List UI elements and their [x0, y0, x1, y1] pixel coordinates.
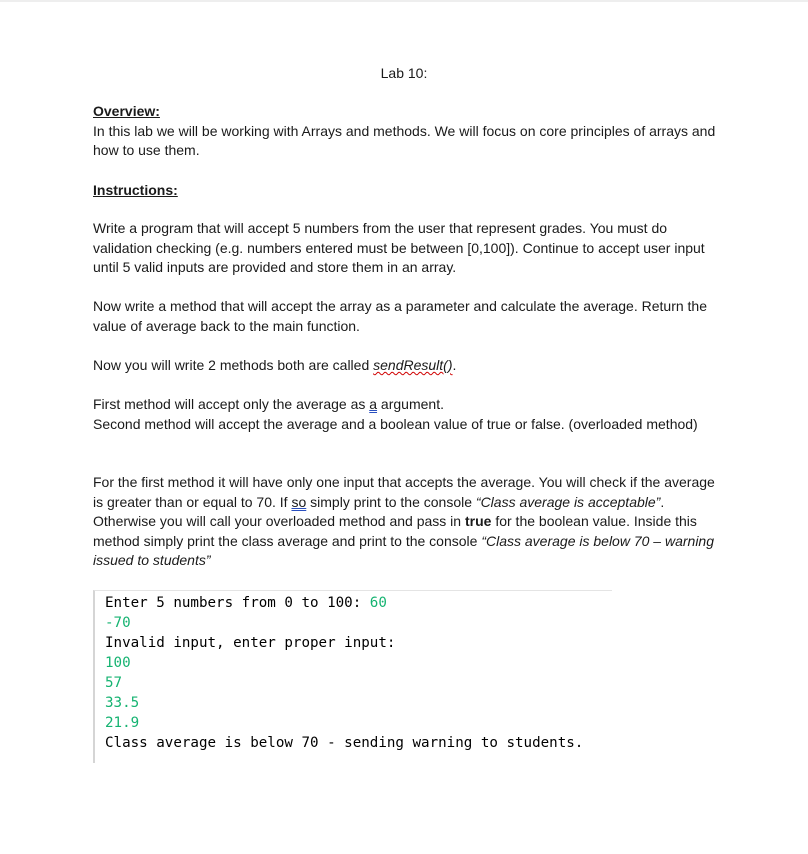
- instructions-paragraph-5: [93, 473, 723, 571]
- p5-part4: for the boolean value. Inside this method simply print the class average and print to the console: [93, 513, 697, 549]
- console-invalid-message: Invalid input, enter proper input:: [105, 635, 396, 651]
- instructions-heading-block: [93, 181, 723, 201]
- console-line: [105, 593, 583, 613]
- p5-true-keyword: true: [464, 513, 492, 530]
- p4-before: First method will accept only the average as: [93, 396, 370, 412]
- instructions-p4-line2: Second method will accept the average and a boolean value of true or false. (overloaded method): [93, 415, 698, 432]
- p5-part2: simply print to the console: [306, 493, 476, 510]
- overview-section: [93, 102, 723, 161]
- instructions-paragraph-3: [93, 356, 723, 376]
- instructions-heading: Instructions:: [93, 182, 178, 198]
- instructions-paragraph-2: [93, 297, 723, 336]
- p5-so-word: so: [291, 493, 307, 510]
- p5-quote-acceptable: “Class average is acceptable”: [475, 493, 661, 510]
- console-lines: [105, 593, 583, 753]
- p4-after: argument.: [377, 396, 444, 412]
- send-result-method-name: sendResult(): [373, 357, 453, 373]
- console-user-input: 100: [105, 655, 131, 671]
- p5-part3: . Otherwise you will call your overloaded method and pass in: [93, 493, 665, 530]
- p4-a-word: a: [369, 396, 378, 412]
- p3-after: .: [452, 357, 457, 373]
- console-user-input: -70: [105, 615, 131, 631]
- console-user-input: 57: [105, 675, 123, 691]
- overview-text: In this lab we will be working with Arrays and methods. We will focus on core principles of arrays and how to use them.: [93, 122, 716, 159]
- overview-heading: Overview:: [93, 103, 160, 119]
- instructions-p4-line1: [93, 395, 723, 415]
- instructions-paragraph-4: [93, 395, 723, 434]
- console-user-input: 21.9: [105, 715, 140, 731]
- console-prompt: Enter 5 numbers from 0 to 100:: [105, 595, 370, 611]
- instructions-paragraph-1: [93, 219, 723, 278]
- console-user-input: 60: [369, 595, 387, 611]
- p3-before: Now you will write 2 methods both are called: [93, 357, 374, 373]
- console-result-message: Class average is below 70 - sending warning to students.: [105, 735, 584, 751]
- instructions-p2-text: Now write a method that will accept the array as a parameter and calculate the average. Return the value of average back to the main function.: [93, 298, 707, 334]
- page-title: Lab 10:: [380, 65, 428, 81]
- p5-quote-warning: “Class average is below 70 – warning issued to students”: [93, 532, 715, 569]
- page-top-border: [0, 0, 808, 2]
- console-output-box: [93, 590, 612, 763]
- console-user-input: 33.5: [105, 695, 140, 711]
- instructions-p1-text: Write a program that will accept 5 numbers from the user that represent grades. You must do validation checking (e.g. numbers entered must be between [0,100]). Continue to accept user input until 5 valid inputs are provided and store them in an array.: [93, 220, 705, 276]
- instructions-p3-text: [93, 356, 723, 376]
- p5-part1: For the first method it will have only one input that accepts the average. You will check if the average is greater than or equal to 70. If: [93, 474, 715, 510]
- instructions-p5-text: [93, 473, 723, 571]
